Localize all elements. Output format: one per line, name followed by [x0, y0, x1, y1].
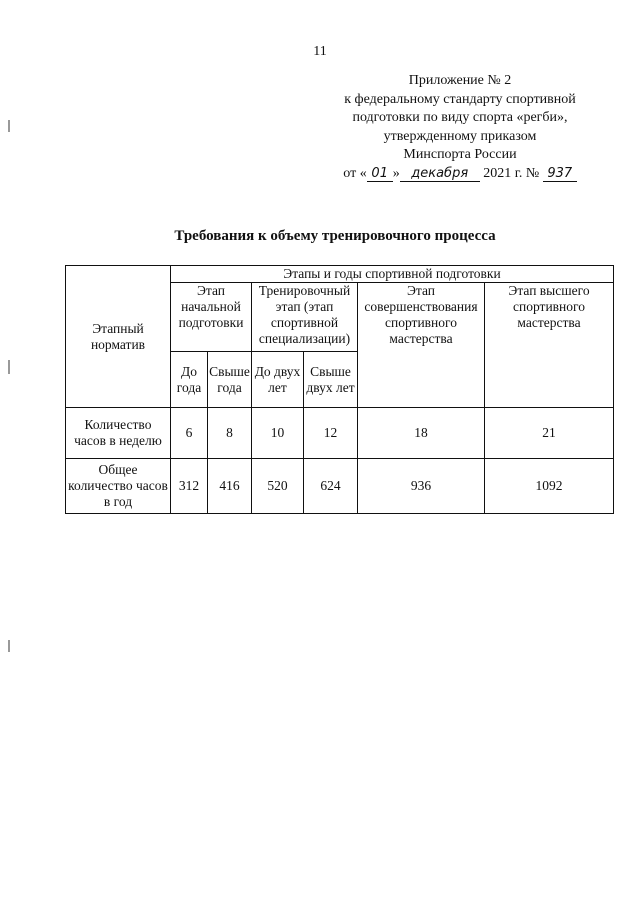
table-cell: 1092: [485, 459, 614, 514]
table-cell: 624: [304, 459, 358, 514]
appendix-line: Приложение № 2: [408, 73, 512, 88]
table-row: [66, 408, 614, 459]
substage-training-1: До двух лет: [252, 352, 304, 408]
handwritten-order-number: 937: [543, 167, 577, 182]
appendix-line: Минспорта России: [403, 147, 517, 162]
scan-margin-mark: [8, 360, 10, 374]
document-title: Требования к объему тренировочного процесса: [174, 228, 496, 244]
row-label: Общее количество часов в год: [66, 459, 171, 514]
table-cell: 520: [252, 459, 304, 514]
row-header-cell: Этапный норматив: [66, 266, 171, 408]
substage-initial-1: До года: [171, 352, 208, 408]
stage-improvement-header: Этап совершенствования спортивного мастерства: [358, 283, 485, 408]
date-year: 2021 г. №: [483, 165, 540, 181]
appendix-header: [310, 72, 610, 183]
date-prefix: от «: [343, 165, 367, 181]
stage-higher-header: Этап высшего спортивного мастерства: [485, 283, 614, 408]
table-row: [66, 459, 614, 514]
date-mid: »: [392, 165, 400, 181]
scan-margin-mark: [8, 640, 10, 652]
order-date-line: [310, 165, 610, 184]
appendix-line: утвержденному приказом: [383, 128, 537, 144]
handwritten-month: декабря: [400, 167, 480, 182]
stage-training-header: Тренировочный этап (этап спортивной специализации): [252, 283, 358, 352]
handwritten-day: 01: [367, 167, 393, 182]
appendix-line: к федеральному стандарту спортивной: [344, 91, 576, 107]
stage-initial-header: Этап начальной подготовки: [171, 283, 252, 352]
substage-training-2: Свыше двух лет: [304, 352, 358, 408]
row-label: Количество часов в неделю: [66, 408, 171, 459]
page-number: 11: [313, 44, 327, 59]
table-cell: 8: [208, 408, 252, 459]
appendix-line: подготовки по виду спорта «регби»,: [352, 110, 568, 125]
substage-initial-2: Свыше года: [208, 352, 252, 408]
scan-margin-mark: [8, 120, 10, 132]
table-cell: 21: [485, 408, 614, 459]
group-header-cell: Этапы и годы спортивной подготовки: [171, 266, 614, 283]
table-cell: 416: [208, 459, 252, 514]
table-cell: 18: [358, 408, 485, 459]
table-header-row: [66, 266, 614, 283]
table-cell: 6: [171, 408, 208, 459]
requirements-table: [65, 265, 614, 514]
table-cell: 12: [304, 408, 358, 459]
table-cell: 312: [171, 459, 208, 514]
table-cell: 10: [252, 408, 304, 459]
table-cell: 936: [358, 459, 485, 514]
